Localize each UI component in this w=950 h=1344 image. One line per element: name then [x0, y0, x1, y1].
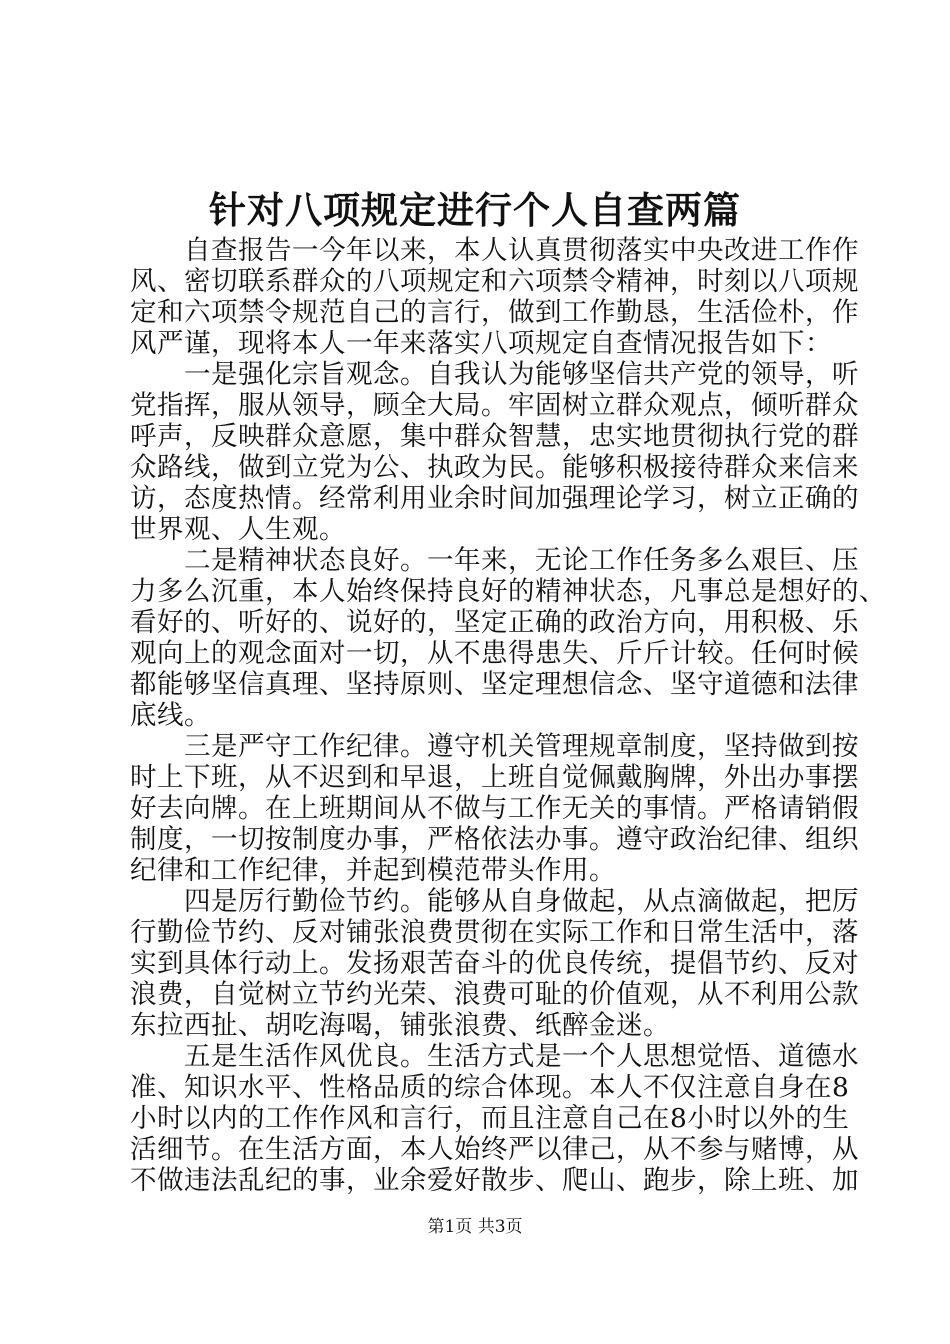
paragraph-line: 时上下班，从不迟到和早退，上班自觉佩戴胸牌，外出办事摆	[130, 762, 859, 793]
paragraph-line: 党指挥，服从领导，顾全大局。牢固树立群众观点，倾听群众	[130, 390, 859, 421]
paragraph-line: 一是强化宗旨观念。自我认为能够坚信共产党的领导，听	[184, 359, 859, 390]
paragraph-line: 风、密切联系群众的八项规定和六项禁令精神，时刻以八项规	[130, 266, 859, 297]
document-body	[130, 235, 886, 1196]
paragraph-line: 访，态度热情。经常利用业余时间加强理论学习，树立正确的	[130, 483, 859, 514]
paragraph-line: 纪律和工作纪律，并起到模范带头作用。	[130, 855, 616, 886]
paragraph-line: 众路线，做到立党为公、执政为民。能够积极接待群众来信来	[130, 452, 859, 483]
paragraph-line: 观向上的观念面对一切，从不患得患失、斤斤计较。任何时候	[130, 638, 859, 669]
paragraph-line: 浪费，自觉树立节约光荣、浪费可耻的价值观，从不利用公款	[130, 979, 859, 1010]
paragraph-line: 二是精神状态良好。一年来，无论工作任务多么艰巨、压	[184, 545, 859, 576]
paragraph-line: 不做违法乱纪的事，业余爱好散步、爬山、跑步，除上班、加	[130, 1165, 859, 1196]
paragraph-line: 好去向牌。在上班期间从不做与工作无关的事情。严格请销假	[130, 793, 859, 824]
paragraph-line: 都能够坚信真理、坚持原则、坚定理想信念、坚守道德和法律	[130, 669, 859, 700]
paragraph-line: 五是生活作风优良。生活方式是一个人思想觉悟、道德水	[184, 1041, 859, 1072]
paragraph-line: 底线。	[130, 700, 211, 731]
paragraph-line: 行勤俭节约、反对铺张浪费贯彻在实际工作和日常生活中，落	[130, 917, 859, 948]
paragraph-line: 制度，一切按制度办事，严格依法办事。遵守政治纪律、组织	[130, 824, 859, 855]
paragraph-line: 准、知识水平、性格品质的综合体现。本人不仅注意自身在8	[130, 1072, 850, 1103]
document-title: 针对八项规定进行个人自查两篇	[209, 188, 741, 232]
paragraph-line: 风严谨，现将本人一年来落实八项规定自查情况报告如下：	[130, 328, 832, 359]
page-number-footer: 第1页 共3页	[427, 1217, 523, 1237]
paragraph-line: 力多么沉重，本人始终保持良好的精神状态，凡事总是想好的、	[130, 576, 886, 607]
paragraph-line: 自查报告一今年以来，本人认真贯彻落实中央改进工作作	[184, 235, 859, 266]
paragraph-line: 定和六项禁令规范自己的言行，做到工作勤恳，生活俭朴，作	[130, 297, 859, 328]
paragraph-line: 东拉西扯、胡吃海喝，铺张浪费、纸醉金迷。	[130, 1010, 670, 1041]
paragraph-line: 三是严守工作纪律。遵守机关管理规章制度，坚持做到按	[184, 731, 859, 762]
paragraph-line: 活细节。在生活方面，本人始终严以律己，从不参与赌博，从	[130, 1134, 859, 1165]
paragraph-line: 实到具体行动上。发扬艰苦奋斗的优良传统，提倡节约、反对	[130, 948, 859, 979]
paragraph-line: 四是厉行勤俭节约。能够从自身做起，从点滴做起，把厉	[184, 886, 859, 917]
paragraph-line: 小时以内的工作作风和言行，而且注意自己在8小时以外的生	[130, 1103, 850, 1134]
paragraph-line: 呼声，反映群众意愿，集中群众智慧，忠实地贯彻执行党的群	[130, 421, 859, 452]
paragraph-line: 世界观、人生观。	[130, 514, 346, 545]
paragraph-line: 看好的、听好的、说好的，坚定正确的政治方向，用积极、乐	[130, 607, 859, 638]
